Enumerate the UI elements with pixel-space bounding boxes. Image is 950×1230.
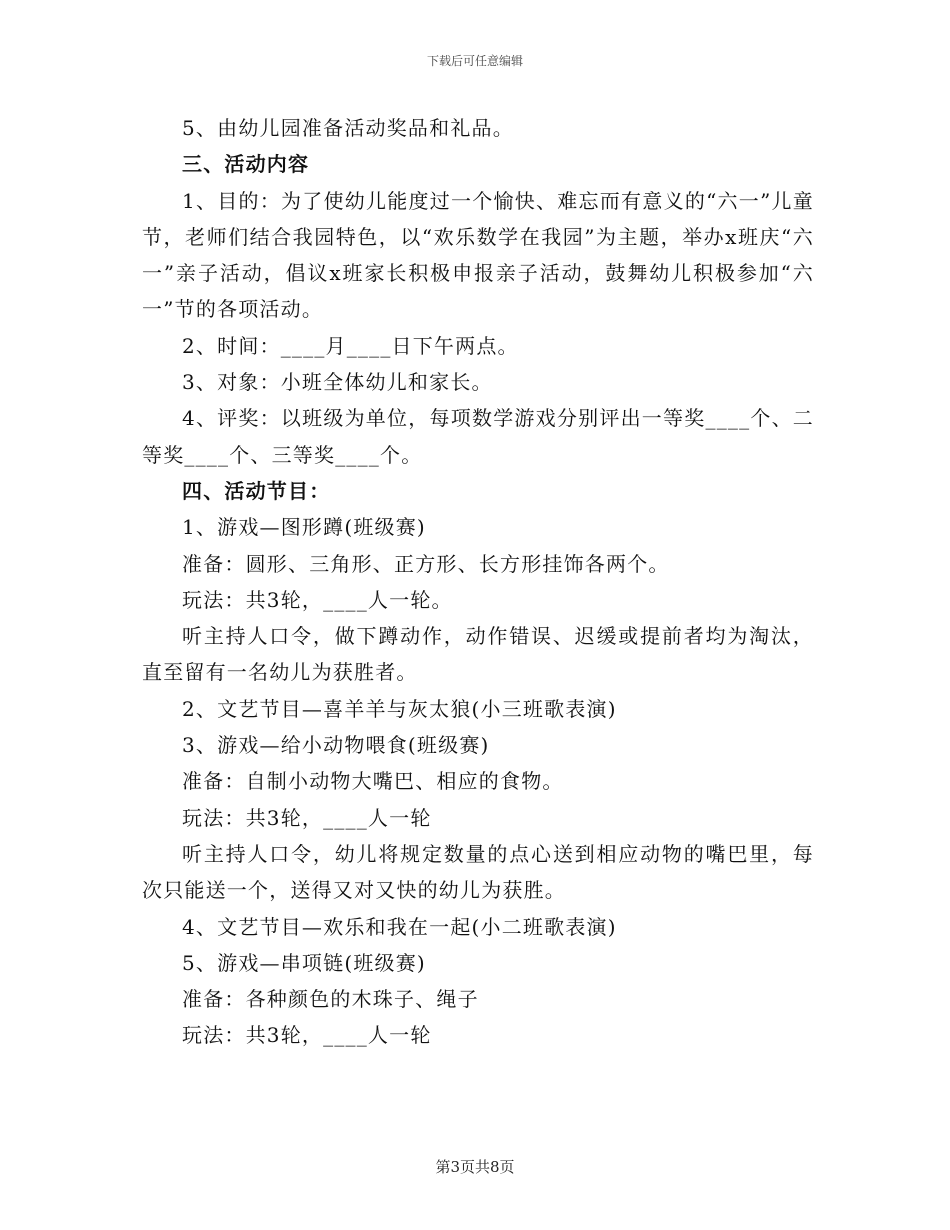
paragraph-purpose: 1、目的：为了使幼儿能度过一个愉快、难忘而有意义的“六一”儿童节，老师们结合我园特色，以“欢乐数学在我园”为主题，举办x班庆“六一”亲子活动，倡议x班家长积极申报亲子活动，鼓舞幼儿积极参加“六一”节的各项活动。: [142, 188, 814, 322]
program-item-3-preparation: 准备：自制小动物大嘴巴、相应的食物。: [182, 769, 564, 794]
program-item-5-title: 5、游戏—串项链(班级赛): [182, 950, 426, 975]
program-item-1-title: 1、游戏—图形蹲(班级赛): [182, 515, 426, 540]
program-item-4-title: 4、文艺节目—欢乐和我在一起(小二班歌表演): [182, 914, 617, 939]
paragraph-participants: 3、对象：小班全体幼儿和家长。: [182, 370, 493, 395]
section-heading-activity-content: 三、活动内容: [182, 152, 310, 177]
program-item-2-title: 2、文艺节目—喜羊羊与灰太狼(小三班歌表演): [182, 696, 617, 721]
program-item-5-preparation: 准备：各种颜色的木珠子、绳子: [182, 987, 479, 1012]
section-heading-program: 四、活动节目：: [182, 478, 331, 503]
program-item-3-title: 3、游戏—给小动物喂食(班级赛): [182, 733, 490, 758]
program-item-1-preparation: 准备：圆形、三角形、正方形、长方形挂饰各两个。: [182, 551, 670, 576]
program-item-5-rules: 玩法：共3轮，____人一轮: [182, 1023, 432, 1048]
program-item-1-description: 听主持人口令，做下蹲动作，动作错误、迟缓或提前者均为淘汰，直至留有一名幼儿为获胜者。: [142, 624, 814, 685]
paragraph-time: 2、时间：____月____日下午两点。: [182, 333, 519, 358]
paragraph-awards: 4、评奖：以班级为单位，每项数学游戏分别评出一等奖____个、二等奖____个、三等奖____个。: [142, 406, 814, 467]
page-footer: 第3页共8页: [435, 1158, 515, 1176]
page-header: 下载后可任意编辑: [426, 54, 523, 68]
paragraph-prizes: 5、由幼儿园准备活动奖品和礼品。: [182, 116, 514, 140]
program-item-1-rules: 玩法：共3轮，____人一轮。: [182, 587, 453, 612]
program-item-3-description: 听主持人口令，幼儿将规定数量的点心送到相应动物的嘴巴里，每次只能送一个，送得又对又快的幼儿为获胜。: [142, 841, 814, 903]
program-item-3-rules: 玩法：共3轮，____人一轮: [182, 805, 432, 830]
document-body: [142, 110, 814, 1054]
